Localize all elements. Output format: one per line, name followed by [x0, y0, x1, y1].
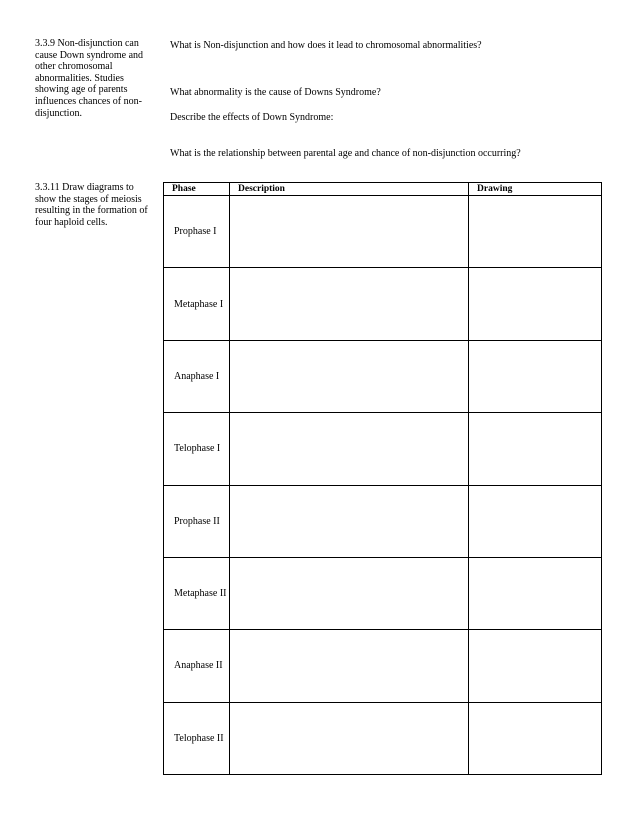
drawing-cell[interactable] — [469, 485, 602, 557]
description-cell[interactable] — [230, 268, 469, 340]
phase-label: Prophase II — [164, 485, 230, 557]
table-row — [164, 702, 602, 774]
header-description: Description — [230, 183, 469, 196]
phase-label: Telophase I — [164, 413, 230, 485]
header-phase: Phase — [164, 183, 230, 196]
question-non-disjunction: What is Non-disjunction and how does it lead to chromosomal abnormalities? — [170, 40, 482, 51]
objective-3-3-9: 3.3.9 Non-disjunction can cause Down syndrome and other chromosomal abnormalities. Studies showing age of parents influences chances of non-disjunction. — [35, 38, 144, 119]
phase-label: Anaphase I — [164, 340, 230, 412]
drawing-cell[interactable] — [469, 702, 602, 774]
table-row — [164, 196, 602, 268]
drawing-cell[interactable] — [469, 630, 602, 702]
description-cell[interactable] — [230, 340, 469, 412]
phase-label: Metaphase II — [164, 557, 230, 629]
description-cell[interactable] — [230, 557, 469, 629]
question-parental-age: What is the relationship between parental age and chance of non-disjunction occurring? — [170, 148, 521, 159]
table-row — [164, 268, 602, 340]
drawing-cell[interactable] — [469, 268, 602, 340]
table-header-row — [164, 183, 602, 196]
description-cell[interactable] — [230, 413, 469, 485]
phase-label: Anaphase II — [164, 630, 230, 702]
description-cell[interactable] — [230, 485, 469, 557]
phase-label: Telophase II — [164, 702, 230, 774]
table-row — [164, 413, 602, 485]
phase-label: Metaphase I — [164, 268, 230, 340]
table-row — [164, 340, 602, 412]
description-cell[interactable] — [230, 702, 469, 774]
drawing-cell[interactable] — [469, 340, 602, 412]
table-row — [164, 630, 602, 702]
table-row — [164, 485, 602, 557]
description-cell[interactable] — [230, 196, 469, 268]
header-drawing: Drawing — [469, 183, 602, 196]
drawing-cell[interactable] — [469, 196, 602, 268]
description-cell[interactable] — [230, 630, 469, 702]
objective-3-3-11: 3.3.11 Draw diagrams to show the stages of meiosis resulting in the formation of four haploid cells. — [35, 182, 148, 228]
question-downs-effects: Describe the effects of Down Syndrome: — [170, 112, 334, 123]
drawing-cell[interactable] — [469, 557, 602, 629]
table-row — [164, 557, 602, 629]
question-downs-cause: What abnormality is the cause of Downs Syndrome? — [170, 87, 381, 98]
meiosis-table — [163, 182, 602, 775]
phase-label: Prophase I — [164, 196, 230, 268]
drawing-cell[interactable] — [469, 413, 602, 485]
